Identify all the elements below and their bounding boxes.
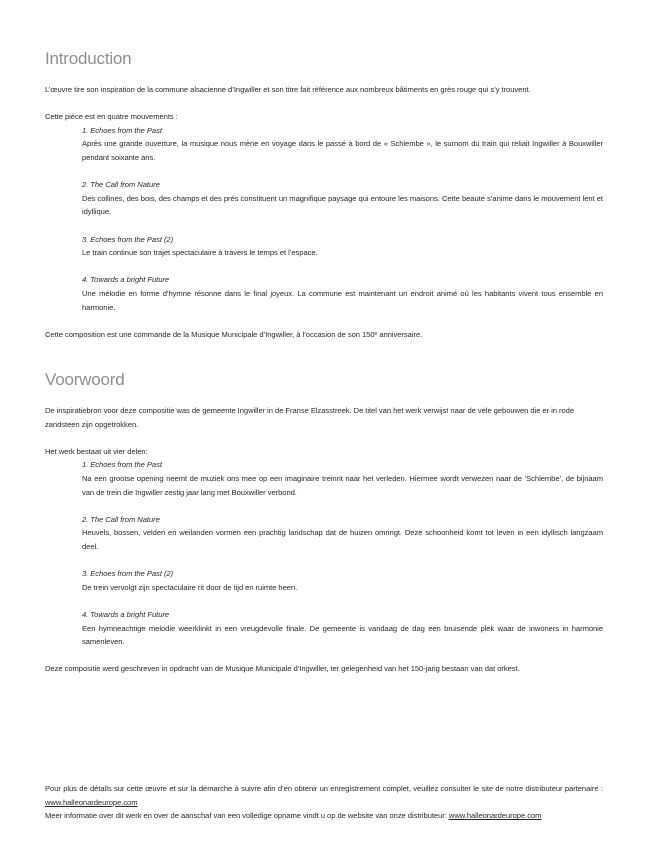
movement-description: Na een grootse opening neemt de muziek ons mee op een imaginaire treinrit naar het verleden. Hiermee wordt verwezen naar de ‘Schlembe’, de bijnaam van de trein die Ingwiller zestig jaar lang met Bouxwiller verbond.	[82, 473, 603, 497]
footer-dutch-note	[45, 809, 603, 823]
voorwoord-movement-1	[82, 458, 603, 499]
introduction-movement-1	[82, 124, 603, 165]
voorwoord-intro-paragraph: De inspiratiebron voor deze compositie was de gemeente Ingwiller in de Franse Elzasstreek. De titel van het werk verwijst naar de vele gebouwen die er in rode zandsteen zijn opgetrokken.	[45, 406, 575, 429]
voorwoord-heading: Voorwoord	[45, 370, 125, 389]
movement-description: Une mélodie en forme d’hymne résonne dans le final joyeux. La commune est maintenant un endroit animé où les habitants vivent tous ensemble en harmonie.	[82, 288, 603, 312]
movement-title: 3. Echoes from the Past (2)	[82, 569, 174, 579]
movement-description: De trein vervolgt zijn spectaculaire rit door de tijd en ruimte heen.	[82, 582, 298, 592]
movement-description: Après une grande ouverture, la musique nous mène en voyage dans le passé à bord de « Schlembe », le surnom du train qui reliait Ingwiller à Bouxwiller pendant soixante ans.	[82, 139, 603, 162]
document-page	[45, 0, 603, 864]
introduction-movement-3	[82, 233, 603, 260]
distributor-link-nl[interactable]: www.halleonardeurope.com	[448, 811, 542, 821]
voorwoord-movement-4	[82, 608, 603, 649]
movement-description: Le train continue son trajet spectaculaire à travers le temps et l’espace.	[82, 248, 318, 258]
movement-title: 1. Echoes from the Past	[82, 125, 162, 135]
introduction-movement-2	[82, 178, 603, 219]
footer-dutch-text: Meer informatie over dit werk en over de aanschaf van een volledige opname vindt u op de website van onze distributeur:	[45, 811, 449, 821]
movement-title: 4. Towards a bright Future	[82, 609, 170, 619]
movement-title: 1. Echoes from the Past	[82, 460, 162, 470]
movement-title: 2. The Call from Nature	[82, 514, 160, 524]
introduction-intro-paragraph: L’œuvre tire son inspiration de la commune alsacienne d’Ingwiller et son titre fait référence aux nombreux bâtiments en grès rouge qui s’y trouvent.	[45, 85, 531, 94]
voorwoord-movements-label: Het werk bestaat uit vier delen:	[45, 446, 148, 456]
movement-description: Heuvels, bossen, velden en weilanden vormen een prachtig landschap dat de huizen omringt. Deze schoonheid komt tot leven in een idyllisch langzaam deel.	[82, 528, 603, 551]
introduction-movement-4	[82, 273, 603, 314]
introduction-closing-paragraph: Cette composition est une commande de la Musique Municipale d’Ingwiller, à l’occasion de son 150ᵉ anniversaire.	[45, 329, 423, 339]
footer-french-text: Pour plus de détails sur cette œuvre et sur la démarche à suivre afin d’en obtenir un enregistrement complet, veuillez consulter le site de notre distributeur partenaire :	[45, 784, 603, 793]
introduction-heading: Introduction	[45, 49, 132, 68]
voorwoord-movement-3	[82, 567, 603, 594]
footer-french-note	[45, 782, 603, 809]
voorwoord-closing-paragraph: Deze compositie werd geschreven in opdracht van de Musique Municipale d’Ingwiller, ter gelegenheid van het 150-jarig bestaan van dat orkest.	[45, 664, 520, 674]
voorwoord-section	[45, 404, 603, 676]
movement-title: 4. Towards a bright Future	[82, 275, 170, 285]
movement-description: Des collines, des bois, des champs et des prés constituent un magnifique paysage qui entoure les maisons. Cette beauté s’anime dans le mouvement lent et idyllique.	[82, 193, 603, 217]
introduction-movements-label: Cette pièce est en quatre mouvements :	[45, 112, 178, 122]
voorwoord-movement-2	[82, 513, 603, 554]
movement-description: Een hymneachtige melodie weerklinkt in een vreugdevolle finale. De gemeente is vandaag de dag een bruisende plek waar de inwoners in harmonie samenleven.	[82, 623, 603, 647]
distributor-link-fr[interactable]: www.halleonardeurope.com	[45, 797, 138, 807]
movement-title: 3. Echoes from the Past (2)	[82, 234, 174, 244]
movement-title: 2. The Call from Nature	[82, 180, 160, 190]
footer	[45, 782, 603, 823]
introduction-section	[45, 83, 603, 341]
